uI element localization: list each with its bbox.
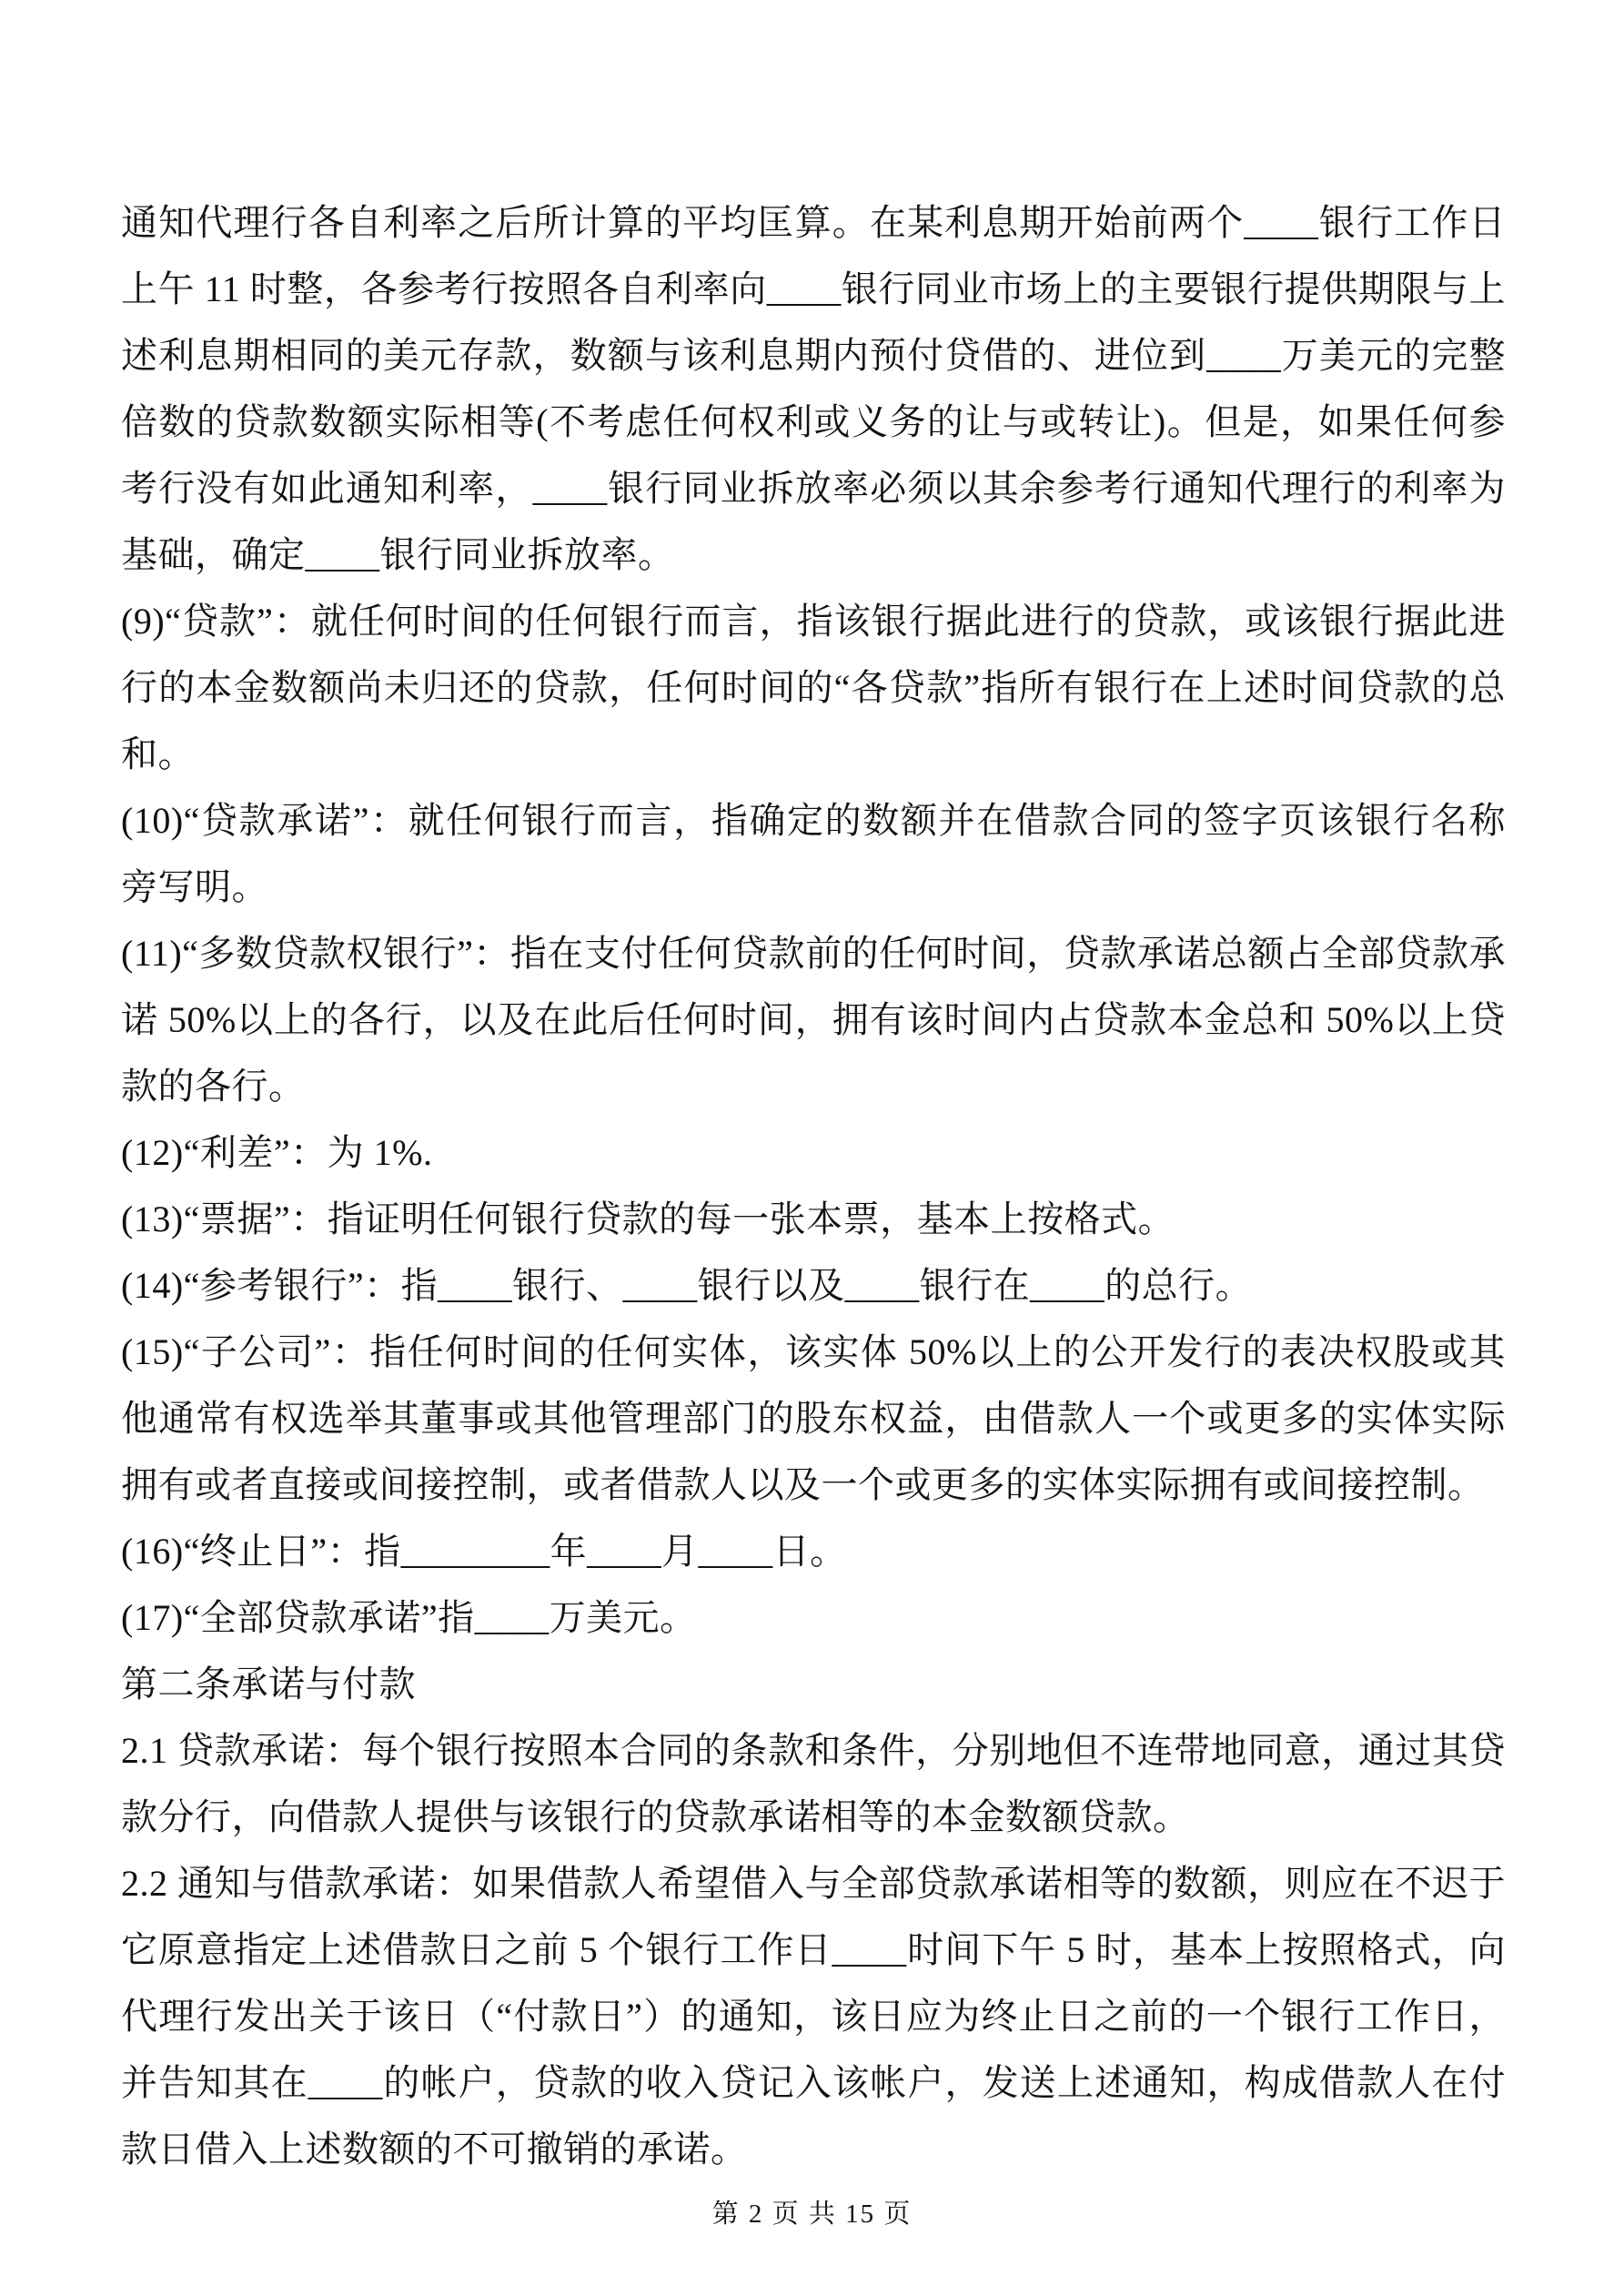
paragraph-definition-9: (9)“贷款”：就任何时间的任何银行而言，指该银行据此进行的贷款，或该银行据此进行的本金数额尚未归还的贷款，任何时间的“各贷款”指所有银行在上述时间贷款的总和。 <box>121 601 1506 774</box>
paragraph-definition-10: (10)“贷款承诺”：就任何银行而言，指确定的数额并在借款合同的签字页该银行名称旁写明。 <box>121 800 1506 907</box>
paragraph-definition-15: (15)“子公司”：指任何时间的任何实体，该实体 50%以上的公开发行的表决权股或其他通常有权选举其董事或其他管理部门的股东权益，由借款人一个或更多的实体实际拥有或者直接或间接控制，或者借款人以及一个或更多的实体实际拥有或间接控制。 <box>121 1331 1506 1505</box>
paragraph-definition-12: (12)“利差”：为 1%. <box>121 1132 433 1173</box>
paragraph-definition-14: (14)“参考银行”：指____银行、____银行以及____银行在____的总行。 <box>121 1265 1253 1306</box>
paragraph-definition-17: (17)“全部贷款承诺”指____万美元。 <box>121 1597 697 1638</box>
paragraph-definition-16: (16)“终止日”：指________年____月____日。 <box>121 1531 847 1572</box>
paragraph-continuation: 通知代理行各自利率之后所计算的平均匡算。在某利息期开始前两个____银行工作日上午 11 时整，各参考行按照各自利率向____银行同业市场上的主要银行提供期限与上述利息期相同的美元存款，数额与该利息期内预付贷借的、进位到____万美元的完整倍数的贷款数额实际相等(不考虑任何权利或义务的让与或转让)。但是，如果任何参考行没有如此通知利率，____银行同业拆放率必须以其余参考行通知代理行的利率为基础，确定____银行同业拆放率。 <box>121 202 1506 575</box>
paragraph-definition-11: (11)“多数贷款权银行”：指在支付任何贷款前的任何时间，贷款承诺总额占全部贷款承诺 50%以上的各行，以及在此后任何时间，拥有该时间内占贷款本金总和 50%以上贷款的各行。 <box>121 933 1506 1107</box>
paragraph-clause-2-2: 2.2 通知与借款承诺：如果借款人希望借入与全部贷款承诺相等的数额，则应在不迟于它原意指定上述借款日之前 5 个银行工作日____时间下午 5 时，基本上按照格式，向代理行发出关于该日（“付款日”）的通知，该日应为终止日之前的一个银行工作日，并告知其在____的帐户，贷款的收入贷记入该帐户，发送上述通知，构成借款人在付款日借入上述数额的不可撤销的承诺。 <box>121 1863 1506 2170</box>
paragraph-clause-2-1: 2.1 贷款承诺：每个银行按照本合同的条款和条件，分别地但不连带地同意，通过其贷款分行，向借款人提供与该银行的贷款承诺相等的本金数额贷款。 <box>121 1730 1506 1837</box>
paragraph-definition-13: (13)“票据”：指证明任何银行贷款的每一张本票，基本上按格式。 <box>121 1199 1175 1239</box>
page-footer: 第 2 页 共 15 页 <box>711 2200 913 2229</box>
section-heading-article-2: 第二条承诺与付款 <box>121 1664 416 1704</box>
document-body <box>121 189 1506 2182</box>
